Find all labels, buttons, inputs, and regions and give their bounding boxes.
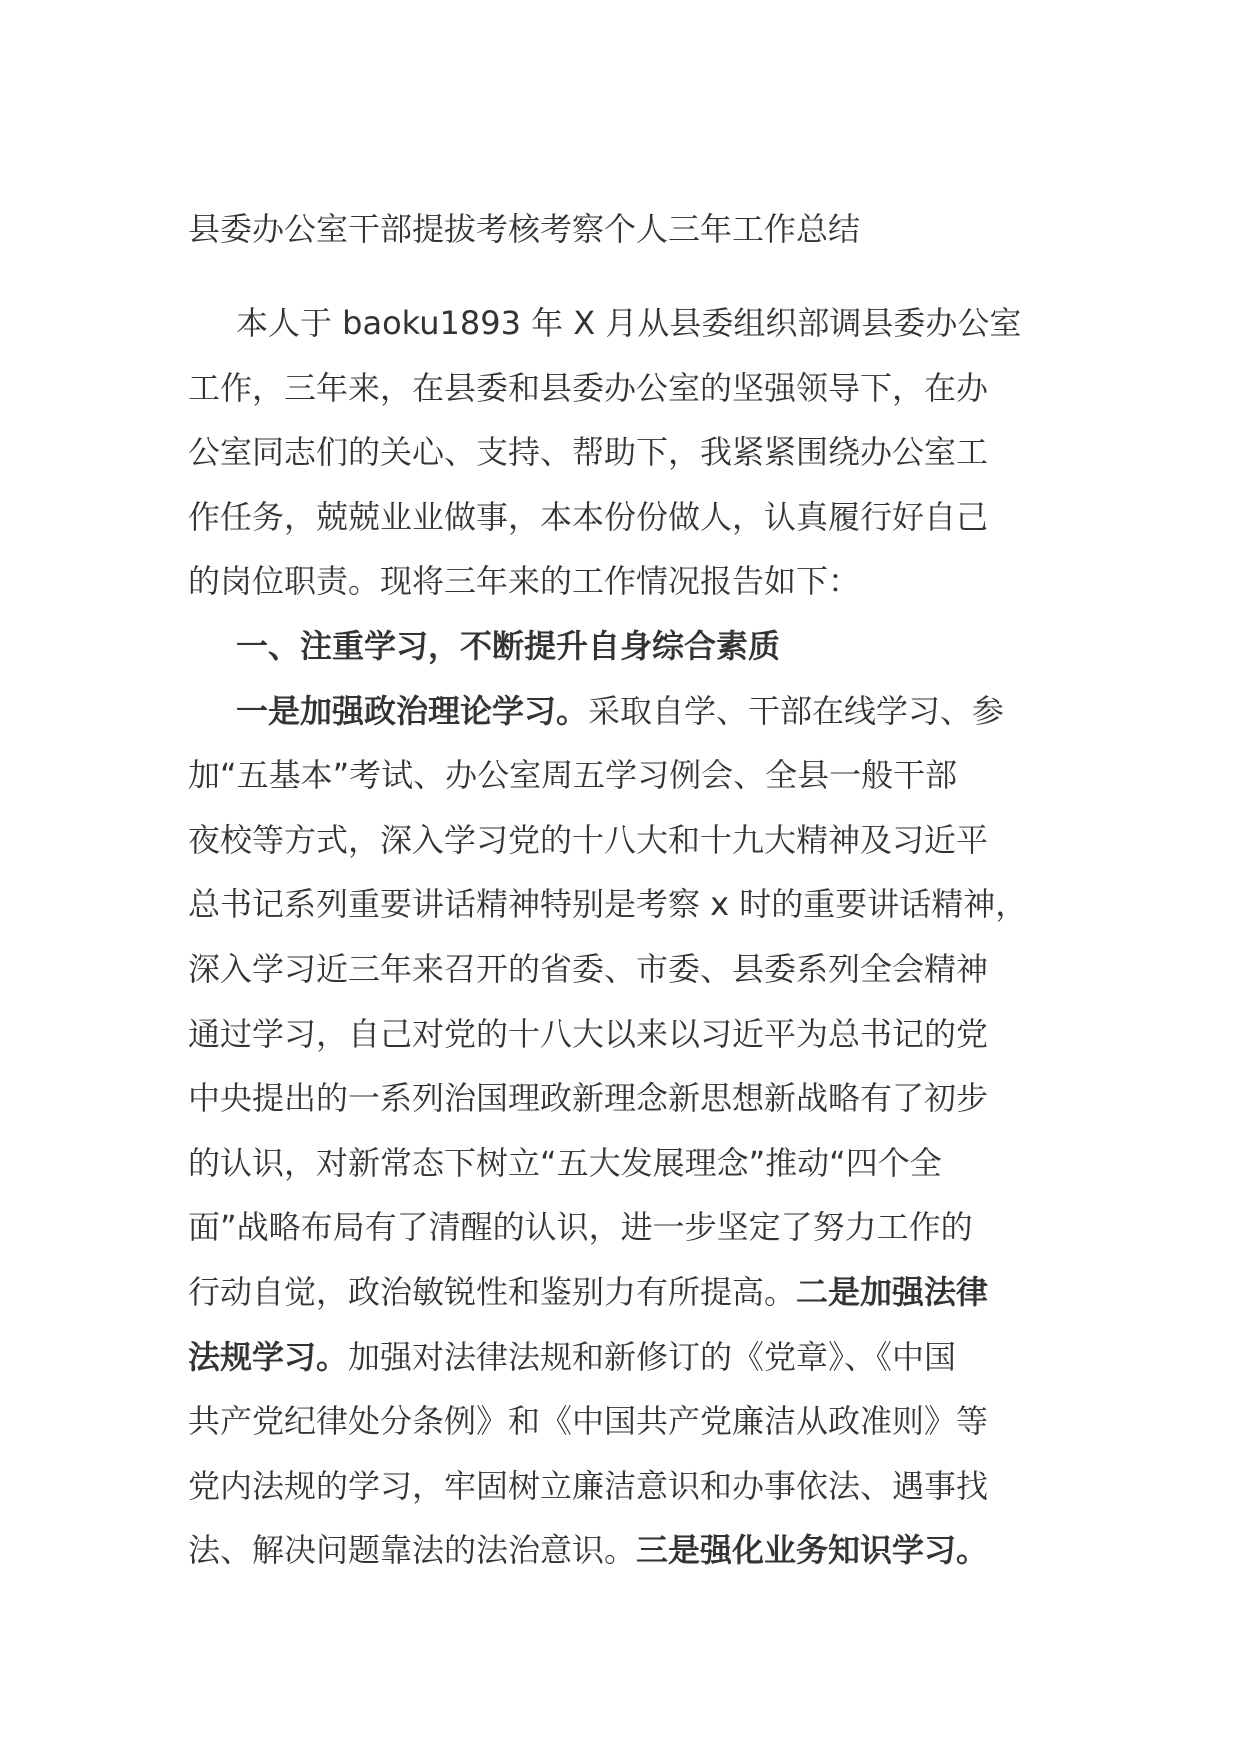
body-text: 的认识，对新常态下树立“五大发展理念”推动“四个全 (188, 1143, 942, 1182)
body-text: 加“五基本”考试、办公室周五学习例会、全县一般干部 (188, 756, 958, 795)
body-text: 中央提出的一系列治国理政新理念新思想新战略有了初步 (188, 1079, 989, 1118)
text-line (188, 1002, 1088, 1067)
bold-text: 一是加强政治理论学习。 (236, 691, 589, 730)
body-text: 总书记系列重要讲话精神特别是考察 x 时的重要讲话精神， (188, 885, 1028, 924)
body-text: 的岗位职责。现将三年来的工作情况报告如下： (188, 562, 861, 601)
text-line (188, 679, 1088, 744)
body-text: 本人于 baoku1893 年 X 月从县委组织部调县委办公室 (236, 304, 1022, 342)
body-text: 工作，三年来，在县委和县委办公室的坚强领导下，在办 (188, 368, 989, 407)
text-line (188, 1518, 1088, 1583)
text-line (188, 420, 1088, 485)
bold-text: 二是加强法律 (796, 1272, 989, 1311)
text-line (188, 1260, 1088, 1325)
body-text: 法、解决问题靠法的法治意识。 (188, 1531, 637, 1570)
text-line (188, 485, 1088, 550)
body-text: 加强对法律法规和新修订的《党章》、《中国 (348, 1337, 957, 1376)
text-line (188, 1131, 1088, 1196)
text-line (188, 549, 1088, 614)
bold-text: 一、注重学习，不断提升自身综合素质 (236, 626, 781, 665)
body-text: 通过学习，自己对党的十八大以来以习近平为总书记的党 (188, 1014, 989, 1053)
document-title: 县委办公室干部提拔考核考察个人三年工作总结 (188, 210, 861, 248)
body-text: 党内法规的学习，牢固树立廉洁意识和办事依法、遇事找 (188, 1466, 989, 1505)
text-line (188, 356, 1088, 421)
text-line (188, 1389, 1088, 1454)
text-line (188, 1066, 1088, 1131)
text-line (188, 1454, 1088, 1519)
bold-text: 法规学习。 (188, 1337, 349, 1376)
body-text: 夜校等方式，深入学习党的十八大和十九大精神及习近平 (188, 820, 989, 859)
body-text: 作任务，兢兢业业做事，本本份份做人，认真履行好自己 (188, 497, 989, 536)
text-line (188, 808, 1088, 873)
body-text: 面”战略布局有了清醒的认识，进一步坚定了努力工作的 (188, 1208, 973, 1247)
body-text: 公室同志们的关心、支持、帮助下，我紧紧围绕办公室工 (188, 433, 989, 472)
text-line (188, 872, 1088, 937)
body-text: 行动自觉，政治敏锐性和鉴别力有所提高。 (188, 1272, 797, 1311)
document-paragraphs (188, 291, 1088, 1583)
body-text: 深入学习近三年来召开的省委、市委、县委系列全会精神 (188, 949, 989, 988)
body-text: 采取自学、干部在线学习、参 (588, 691, 1005, 730)
text-line (188, 1325, 1088, 1390)
text-line (188, 291, 1088, 356)
text-line (188, 1195, 1088, 1260)
body-text: 共产党纪律处分条例》和《中国共产党廉洁从政准则》等 (188, 1402, 989, 1441)
text-line (188, 743, 1088, 808)
bold-text: 三是强化业务知识学习。 (636, 1531, 989, 1570)
document-body (188, 200, 1088, 1583)
text-line (188, 937, 1088, 1002)
text-line (188, 614, 1088, 679)
